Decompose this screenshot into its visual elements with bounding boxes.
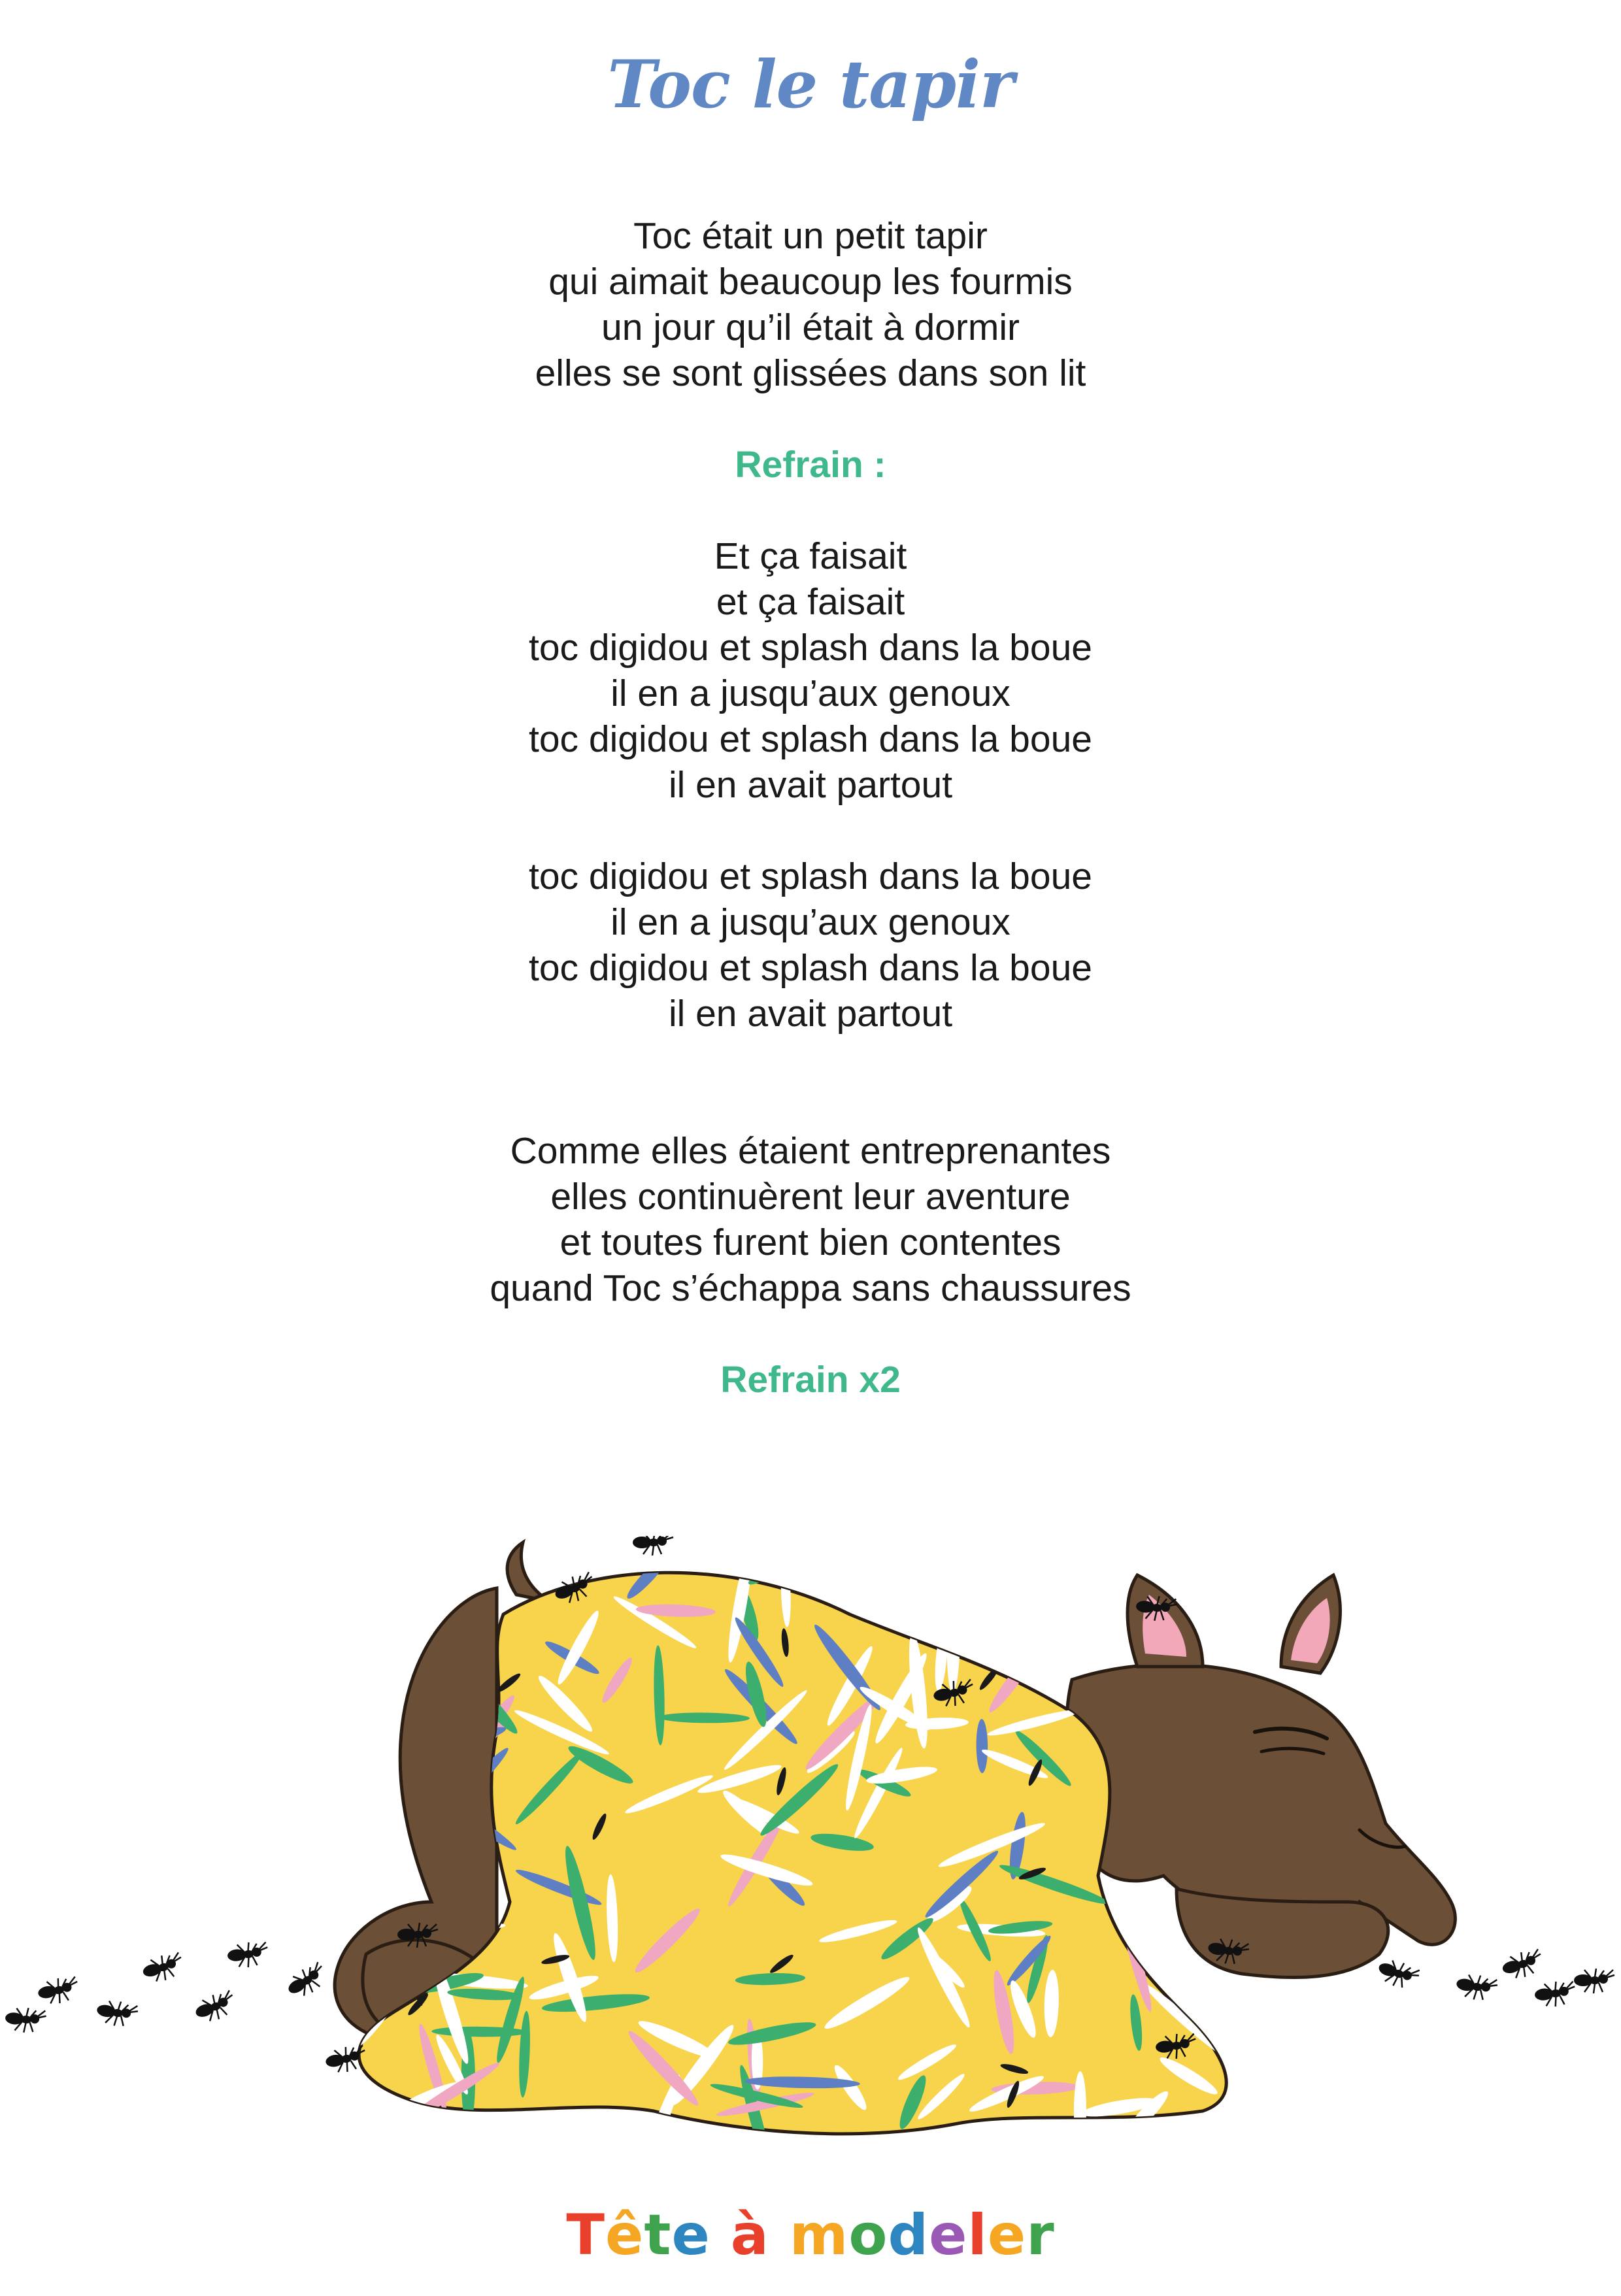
ant-icon — [633, 1536, 673, 1556]
ant-icon — [1534, 1980, 1577, 2008]
verse1-line: elles se sont glissées dans son lit — [535, 352, 1086, 394]
verse1-line: un jour qu’il était à dormir — [601, 307, 1020, 348]
logo-letter: e — [929, 2203, 968, 2268]
logo-letter: e — [987, 2203, 1027, 2268]
logo-letter: l — [967, 2203, 988, 2268]
refrain-line: il en avait partout — [668, 764, 953, 806]
leaf-pattern — [1060, 1569, 1116, 1590]
refrain-line: toc digidou et splash dans la boue — [529, 718, 1092, 760]
refrain-line: toc digidou et splash dans la boue — [529, 627, 1092, 669]
refrain-line: et ça faisait — [716, 581, 905, 623]
leaf-pattern — [394, 1546, 476, 1603]
ant-icon — [4, 2006, 46, 2034]
logo-letter: T — [566, 2203, 606, 2268]
leaf-pattern — [325, 1836, 407, 1849]
leaf-pattern — [333, 2088, 406, 2157]
logo-letter: t — [644, 2203, 672, 2268]
leaf-pattern — [373, 1726, 392, 1789]
ant-icon — [140, 1951, 186, 1986]
tapir-tail — [507, 1542, 549, 1601]
logo-letter: d — [888, 2203, 929, 2268]
ant-icon — [192, 1989, 239, 2026]
logo-letter: r — [1026, 2203, 1055, 2268]
refrain-line: toc digidou et splash dans la boue — [529, 947, 1092, 989]
verse2-line: quand Toc s’échappa sans chaussures — [490, 1267, 1131, 1309]
refrain-line: toc digidou et splash dans la boue — [529, 856, 1092, 897]
leaf-pattern — [427, 1545, 483, 1597]
leaf-pattern — [889, 1573, 960, 1640]
logo-letter: o — [848, 2203, 888, 2268]
ant-icon — [1574, 1969, 1614, 1993]
logo-letter — [769, 2203, 790, 2268]
logo-letter: e — [671, 2203, 710, 2268]
logo-letter: ê — [605, 2203, 644, 2268]
refrain-label: Refrain : — [735, 444, 886, 486]
leaf-pattern — [981, 1567, 1037, 1634]
refrain-line: il en avait partout — [668, 993, 953, 1035]
ant-icon — [1499, 1948, 1545, 1982]
logo-letter — [710, 2203, 731, 2268]
tapir-illustration — [0, 1536, 1621, 2157]
brand-logo — [0, 2203, 1621, 2268]
verse2-line: et toutes furent bien contentes — [560, 1222, 1061, 1263]
ant-icon — [1375, 1955, 1421, 1993]
leaf-pattern — [1122, 1933, 1150, 1939]
page-title: Toc le tapir — [607, 46, 1014, 123]
logo-letter: à — [730, 2203, 769, 2268]
lyrics — [0, 213, 1621, 1403]
refrain-repeat-label: Refrain x2 — [720, 1359, 901, 1401]
ant-icon — [36, 1975, 80, 2006]
leaf-pattern — [346, 1662, 418, 1672]
ant-icon — [227, 1940, 269, 1969]
verse1-line: qui aimait beaucoup les fourmis — [548, 261, 1073, 303]
tapir-arm — [1177, 1889, 1388, 1978]
verse2-line: Comme elles étaient entreprenantes — [510, 1130, 1111, 1172]
ant-icon — [283, 1960, 331, 2002]
refrain-line: il en a jusqu’aux genoux — [610, 901, 1011, 943]
refrain-line: il en a jusqu’aux genoux — [610, 673, 1011, 714]
leaf-pattern — [359, 1723, 385, 1814]
ant-icon — [1454, 1972, 1499, 2003]
leaf-pattern — [745, 1546, 806, 1589]
refrain-line: Et ça faisait — [714, 535, 907, 577]
leaf-pattern — [902, 1560, 1013, 1589]
leaf-pattern — [1016, 1620, 1075, 1659]
verse2-line: elles continuèrent leur aventure — [550, 1176, 1071, 1218]
ant-icon — [95, 1998, 139, 2029]
logo-letter: m — [789, 2203, 849, 2268]
verse1-line: Toc était un petit tapir — [633, 215, 988, 257]
